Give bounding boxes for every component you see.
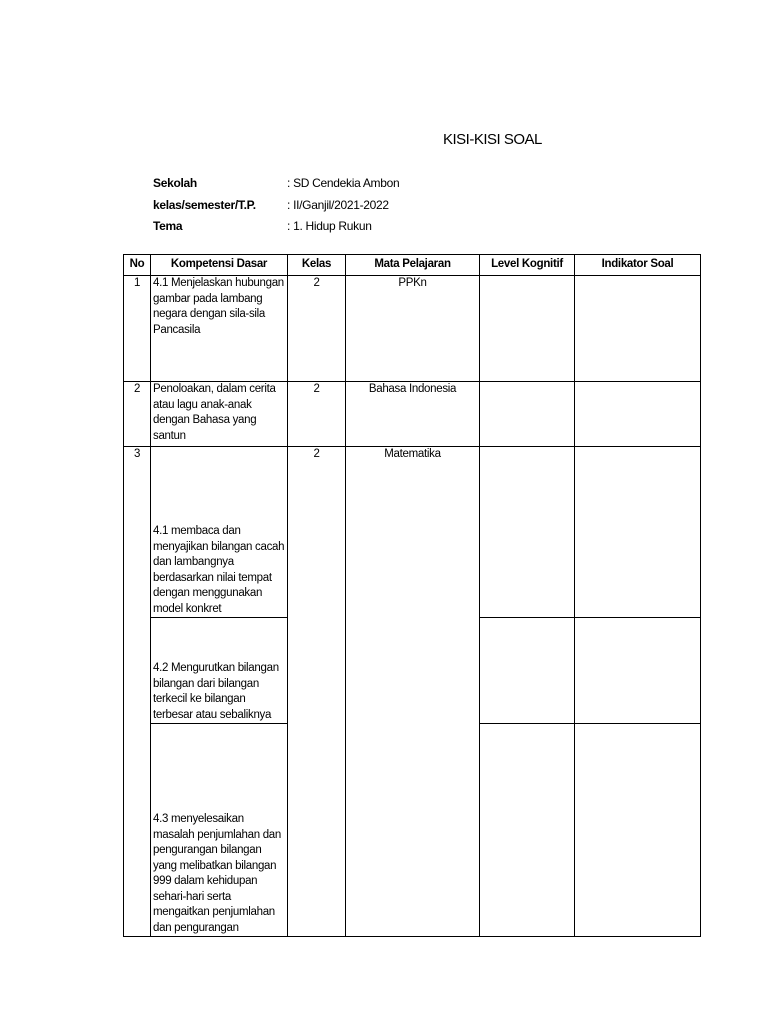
kompetensi-dasar-cell: 4.3 menyelesaikan masalah penjumlahan dan pengurangan bilangan yang melibatkan bilangan 999 dalam kehidupan sehari-hari serta mengaitkan penjumlahan dan pengurangan xyxy=(151,724,288,937)
sekolah-label: Sekolah xyxy=(153,176,197,190)
header-row xyxy=(124,255,701,276)
level-kognitif-cell xyxy=(480,724,575,937)
level-kognitif-cell xyxy=(480,447,575,618)
kelas-semester-value: : II/Ganjil/2021-2022 xyxy=(287,198,389,212)
kompetensi-dasar-cell: 4.2 Mengurutkan bilangan bilangan dari bilangan terkecil ke bilangan terbesar atau sebaliknya xyxy=(151,618,288,724)
mata-pelajaran-cell: Bahasa Indonesia xyxy=(346,382,480,447)
document-title: KISI-KISI SOAL xyxy=(443,131,542,148)
level-kognitif-cell xyxy=(480,618,575,724)
row-number: 3 xyxy=(124,447,151,937)
table-row xyxy=(124,276,701,382)
level-kognitif-cell xyxy=(480,382,575,447)
sekolah-value: : SD Cendekia Ambon xyxy=(287,176,400,190)
header-kompetensi-dasar: Kompetensi Dasar xyxy=(151,255,288,276)
level-kognitif-cell xyxy=(480,276,575,382)
indikator-soal-cell xyxy=(575,618,701,724)
kompetensi-dasar-cell: 4.1 membaca dan menyajikan bilangan cacah dan lambangnya berdasarkan nilai tempat dengan menggunakan model konkret xyxy=(151,447,288,618)
indikator-soal-cell xyxy=(575,276,701,382)
kompetensi-dasar-cell: 4.1 Menjelaskan hubungan gambar pada lambang negara dengan sila-sila Pancasila xyxy=(151,276,288,382)
table-row xyxy=(124,382,701,447)
kisi-kisi-table xyxy=(123,254,701,937)
table-row xyxy=(124,447,701,618)
header-no: No xyxy=(124,255,151,276)
indikator-soal-cell xyxy=(575,724,701,937)
tema-label: Tema xyxy=(153,219,183,233)
indikator-soal-cell xyxy=(575,447,701,618)
kelas-cell: 2 xyxy=(288,447,346,937)
header-mata-pelajaran: Mata Pelajaran xyxy=(346,255,480,276)
row-number: 1 xyxy=(124,276,151,382)
row-number: 2 xyxy=(124,382,151,447)
tema-value: : 1. Hidup Rukun xyxy=(287,219,372,233)
mata-pelajaran-cell: PPKn xyxy=(346,276,480,382)
header-level-kognitif: Level Kognitif xyxy=(480,255,575,276)
kelas-semester-label: kelas/semester/T.P. xyxy=(153,198,256,212)
kompetensi-dasar-cell: Penoloakan, dalam cerita atau lagu anak-anak dengan Bahasa yang santun xyxy=(151,382,288,447)
indikator-soal-cell xyxy=(575,382,701,447)
kelas-cell: 2 xyxy=(288,382,346,447)
header-kelas: Kelas xyxy=(288,255,346,276)
kelas-cell: 2 xyxy=(288,276,346,382)
mata-pelajaran-cell: Matematika xyxy=(346,447,480,937)
header-indikator-soal: Indikator Soal xyxy=(575,255,701,276)
